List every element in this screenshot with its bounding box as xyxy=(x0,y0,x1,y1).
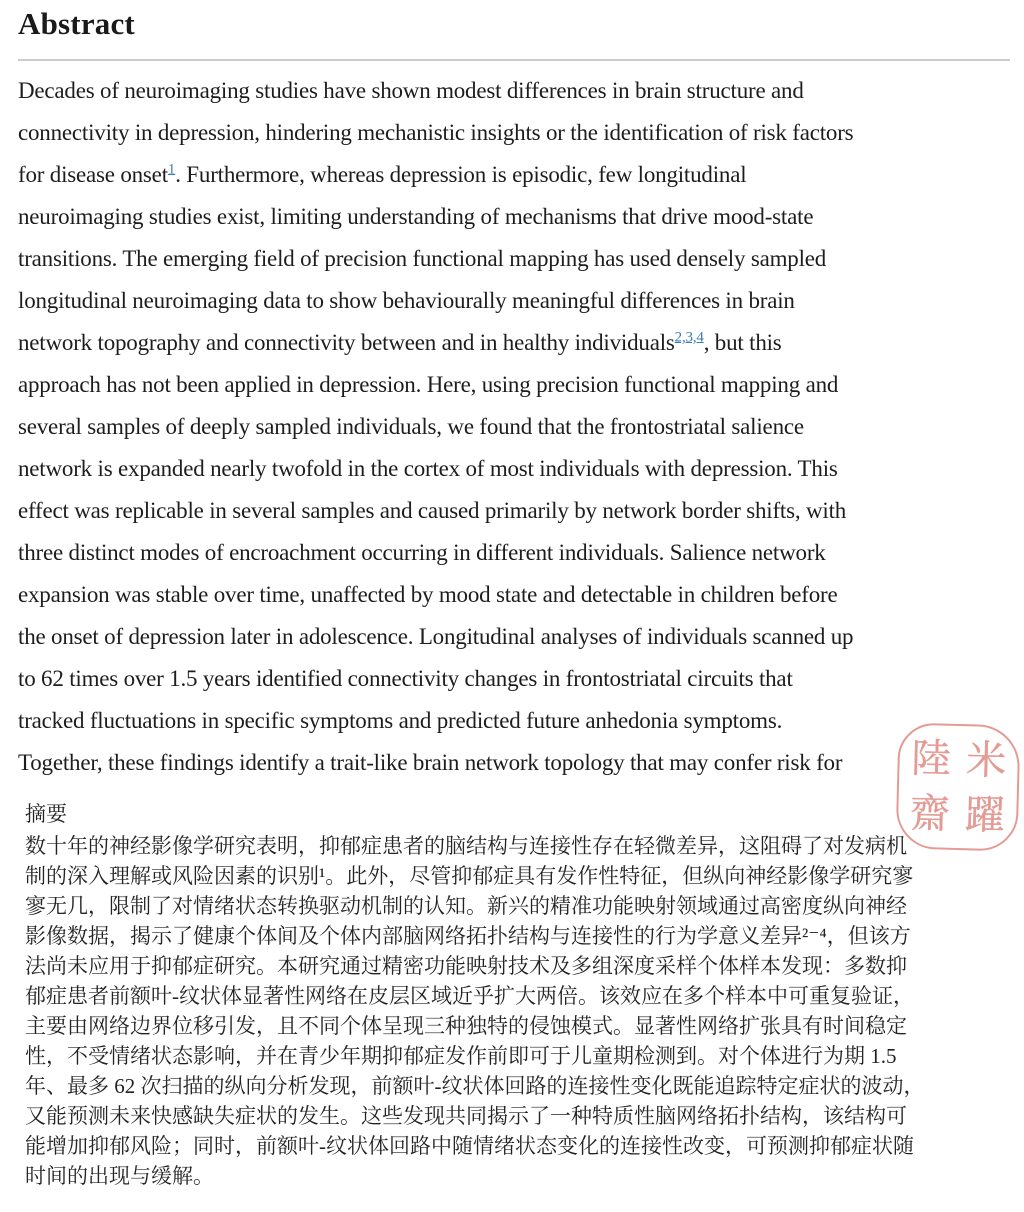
abstract-text: Decades of neuroimaging studies have shown modest differences in brain structure and xyxy=(18,78,804,103)
abstract-line xyxy=(18,322,1018,364)
chinese-abstract-line: 能增加抑郁风险；同时，前额叶-纹状体回路中随情绪状态变化的连接性改变，可预测抑郁症状随 xyxy=(25,1134,914,1158)
abstract-line xyxy=(18,658,1018,700)
abstract-line xyxy=(18,364,1018,406)
abstract-text: network is expanded nearly twofold in the cortex of most individuals with depression. This xyxy=(18,456,838,481)
chinese-abstract-line: 时间的出现与缓解。 xyxy=(25,1164,214,1188)
abstract-line xyxy=(18,196,1018,238)
seal-character: 躍 xyxy=(964,791,1006,839)
abstract-line xyxy=(18,532,1018,574)
chinese-abstract-line: 主要由网络边界位移引发，且不同个体呈现三种独特的侵蚀模式。显著性网络扩张具有时间稳定 xyxy=(25,1014,907,1038)
abstract-text: longitudinal neuroimaging data to show behaviourally meaningful differences in brain xyxy=(18,288,795,313)
abstract-line xyxy=(18,490,1018,532)
abstract-text: . Furthermore, whereas depression is episodic, few longitudinal xyxy=(175,162,747,187)
chinese-abstract-heading: 摘要 xyxy=(25,802,67,826)
abstract-line xyxy=(18,280,1018,322)
abstract-text: , but this xyxy=(703,330,782,355)
chinese-abstract-line: 性，不受情绪状态影响，并在青少年期抑郁症发作前即可于儿童期检测到。对个体进行为期 1.5 xyxy=(25,1044,897,1068)
abstract-line xyxy=(18,616,1018,658)
seal-character: 齋 xyxy=(909,790,951,838)
abstract-text: neuroimaging studies exist, limiting understanding of mechanisms that drive mood-state xyxy=(18,204,814,229)
abstract-text: effect was replicable in several samples and caused primarily by network border shifts, with xyxy=(18,498,847,523)
seal-character: 米 xyxy=(965,736,1007,784)
abstract-text: transitions. The emerging field of precision functional mapping has used densely sampled xyxy=(18,246,827,271)
abstract-line xyxy=(18,700,1018,742)
abstract-text: Together, these findings identify a trait-like brain network topology that may confer risk for xyxy=(18,750,843,775)
chinese-abstract-line: 郁症患者前额叶-纹状体显著性网络在皮层区域近乎扩大两倍。该效应在多个样本中可重复验证， xyxy=(25,984,914,1008)
abstract-text: the onset of depression later in adolescence. Longitudinal analyses of individuals scanned up xyxy=(18,624,854,649)
reference-link[interactable]: 1 xyxy=(167,161,176,178)
abstract-text: expansion was stable over time, unaffected by mood state and detectable in children before xyxy=(18,582,838,607)
abstract-line xyxy=(18,154,1018,196)
page-title: Abstract xyxy=(18,6,135,41)
abstract-line xyxy=(18,406,1018,448)
abstract-line xyxy=(18,70,1018,112)
abstract-text: connectivity in depression, hindering mechanistic insights or the identification of risk factors xyxy=(18,120,854,145)
abstract-line xyxy=(18,238,1018,280)
chinese-abstract-line: 寥无几，限制了对情绪状态转换驱动机制的认知。新兴的精准功能映射领域通过高密度纵向神经 xyxy=(25,894,907,918)
abstract-text: three distinct modes of encroachment occurring in different individuals. Salience network xyxy=(18,540,826,565)
abstract-text: several samples of deeply sampled individuals, we found that the frontostriatal salience xyxy=(18,414,804,439)
abstract-text: approach has not been applied in depression. Here, using precision functional mapping and xyxy=(18,372,839,397)
chinese-abstract-line: 又能预测未来快感缺失症状的发生。这些发现共同揭示了一种特质性脑网络拓扑结构，该结构可 xyxy=(25,1104,907,1128)
chinese-abstract-line: 数十年的神经影像学研究表明，抑郁症患者的脑结构与连接性存在轻微差异，这阻碍了对发病机 xyxy=(25,834,907,858)
reference-link[interactable]: 2,3,4 xyxy=(674,329,704,346)
abstract-line xyxy=(18,448,1018,490)
abstract-text: tracked fluctuations in specific symptoms and predicted future anhedonia symptoms. xyxy=(18,708,783,733)
chinese-abstract-line: 法尚未应用于抑郁症研究。本研究通过精密功能映射技术及多组深度采样个体样本发现：多数抑 xyxy=(25,954,907,978)
chinese-abstract-line: 制的深入理解或风险因素的识别¹。此外，尽管抑郁症具有发作性特征，但纵向神经影像学研究寥 xyxy=(25,864,914,888)
chinese-abstract-lines xyxy=(25,831,1014,1191)
chinese-abstract-line: 影像数据，揭示了健康个体间及个体内部脑网络拓扑结构与连接性的行为学意义差异²⁻⁴，但该方 xyxy=(25,924,911,948)
abstract-line xyxy=(18,736,1018,784)
chinese-abstract-line: 年、最多 62 次扫描的纵向分析发现，前额叶-纹状体回路的连接性变化既能追踪特定症状的波动， xyxy=(25,1074,925,1098)
abstract-text: to 62 times over 1.5 years identified connectivity changes in frontostriatal circuits that xyxy=(18,666,793,691)
abstract-text: for disease onset xyxy=(18,162,168,187)
english-abstract xyxy=(18,70,1018,784)
chinese-abstract xyxy=(25,799,1014,1191)
heading-divider xyxy=(18,59,1010,61)
abstract-line xyxy=(18,574,1018,616)
abstract-text: network topography and connectivity between and in healthy individuals xyxy=(18,330,675,355)
abstract-line xyxy=(18,112,1018,154)
seal-character: 陸 xyxy=(910,735,952,783)
